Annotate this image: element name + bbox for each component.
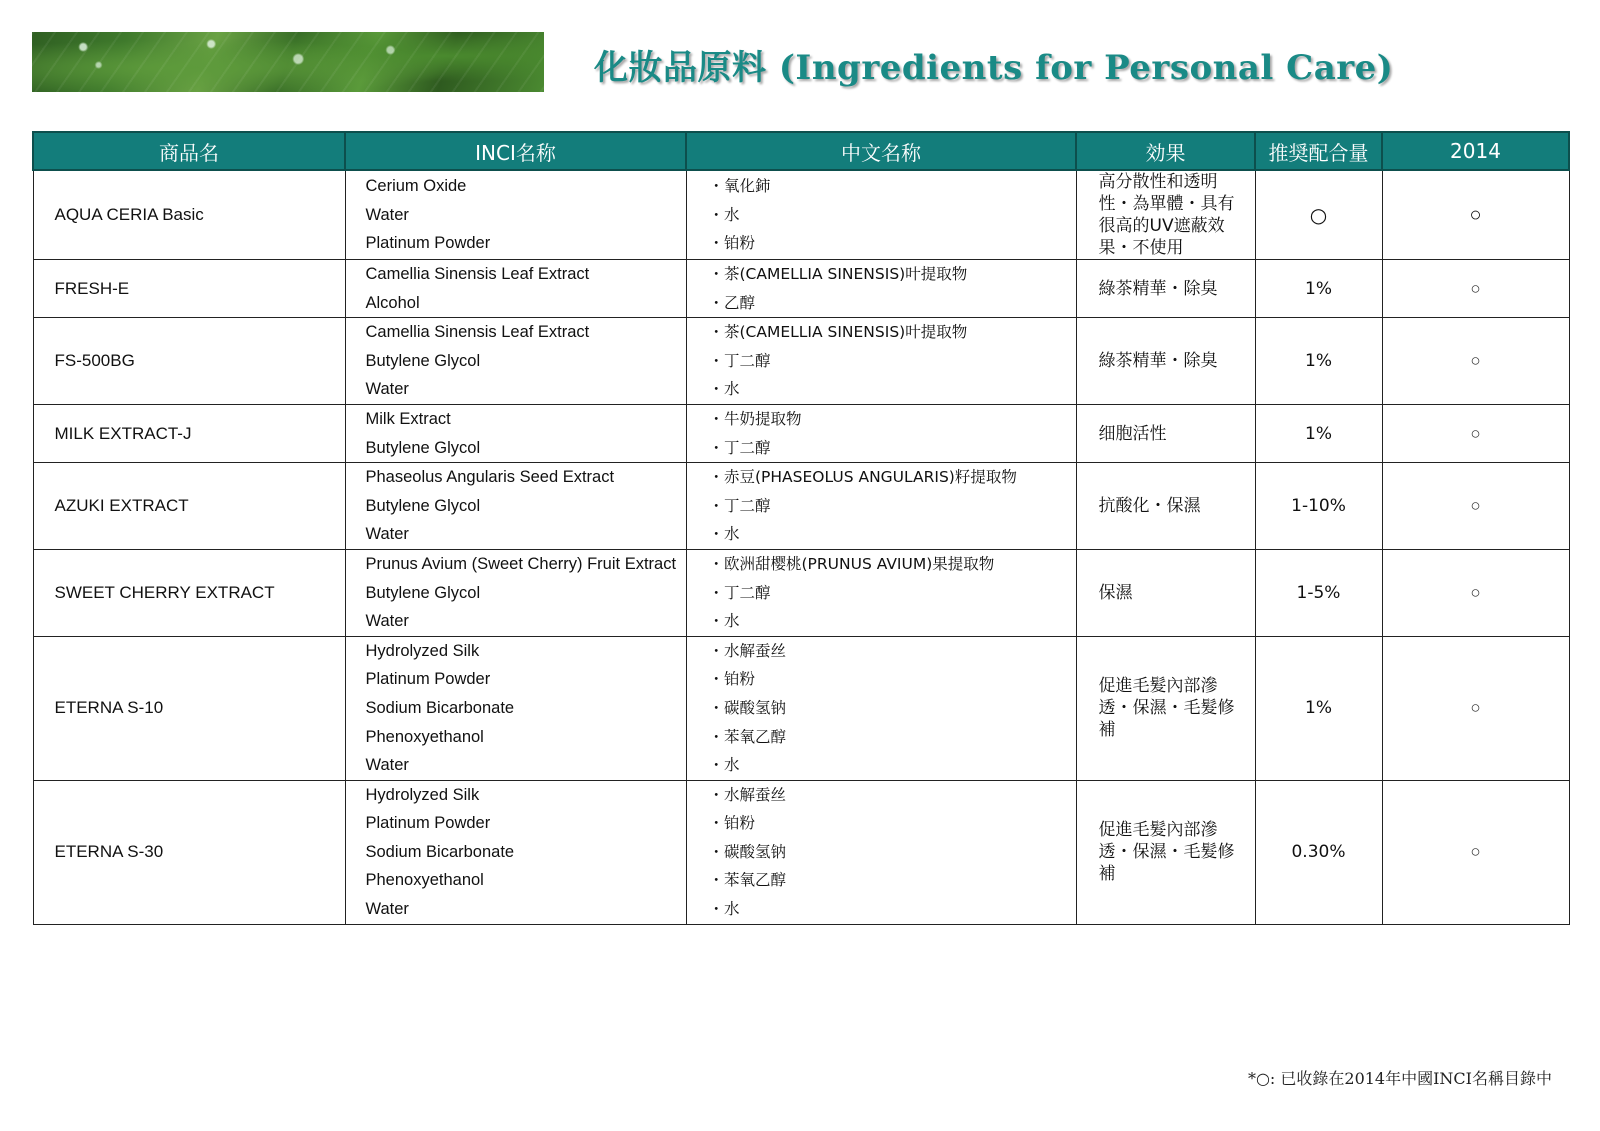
table-row — [33, 404, 1569, 462]
chinese-name-line: ・水解蚕丝 — [708, 641, 787, 660]
recommended-amount-cell: 1% — [1255, 404, 1382, 462]
inci-name-line: Phenoxyethanol — [365, 871, 484, 890]
chinese-name-cell — [686, 404, 1076, 462]
chinese-name-line: ・水 — [708, 380, 740, 399]
chinese-name-line: ・水 — [708, 205, 740, 224]
inci-name-cell — [345, 463, 686, 550]
chinese-name-line: ・丁二醇 — [708, 496, 771, 515]
chinese-name-line: ・牛奶提取物 — [708, 409, 802, 428]
footnote: *○: 已收錄在2014年中國INCI名稱目錄中 — [1247, 1069, 1552, 1088]
chinese-name-line: ・水解蚕丝 — [708, 785, 787, 804]
inci-name-line: Camellia Sinensis Leaf Extract — [365, 323, 590, 342]
chinese-name-line: ・丁二醇 — [708, 438, 771, 457]
product-name-cell: AQUA CERIA Basic — [33, 170, 345, 260]
column-header-product: 商品名 — [33, 132, 345, 170]
chinese-name-line: ・铂粉 — [708, 670, 756, 689]
chinese-name-cell — [686, 170, 1076, 260]
chinese-name-line: ・水 — [708, 756, 740, 775]
listed-2014-cell: ○ — [1382, 404, 1569, 462]
inci-name-line: Butylene Glycol — [365, 583, 481, 602]
chinese-name-line: ・铂粉 — [708, 814, 756, 833]
chinese-name-cell — [686, 780, 1076, 924]
recommended-amount-cell: 1-10% — [1255, 463, 1382, 550]
listed-2014-cell: ○ — [1382, 463, 1569, 550]
inci-name-line: Water — [365, 525, 409, 544]
product-name-cell: AZUKI EXTRACT — [33, 463, 345, 550]
table-row — [33, 318, 1569, 405]
effect-cell: 高分散性和透明性・為單體・具有很高的UV遮蔽效果・不使用 — [1076, 170, 1255, 260]
recommended-amount-cell: 1% — [1255, 636, 1382, 780]
product-name-cell: SWEET CHERRY EXTRACT — [33, 549, 345, 636]
chinese-name-line: ・碳酸氢钠 — [708, 698, 787, 717]
inci-name-line: Water — [365, 900, 409, 919]
product-name-cell: ETERNA S-10 — [33, 636, 345, 780]
table-row — [33, 463, 1569, 550]
chinese-name-line: ・铂粉 — [708, 234, 756, 253]
inci-name-line: Camellia Sinensis Leaf Extract — [365, 265, 590, 283]
product-name-cell: ETERNA S-30 — [33, 780, 345, 924]
inci-name-line: Prunus Avium (Sweet Cherry) Fruit Extract — [365, 554, 677, 573]
inci-name-line: Butylene Glycol — [365, 438, 481, 457]
inci-name-line: Cerium Oxide — [365, 177, 467, 196]
inci-name-cell — [345, 170, 686, 260]
column-header-chinese-name: 中文名称 — [686, 132, 1076, 170]
column-header-amount: 推奨配合量 — [1255, 132, 1382, 170]
chinese-name-line: ・丁二醇 — [708, 351, 771, 370]
table-row — [33, 780, 1569, 924]
effect-cell: 抗酸化・保濕 — [1076, 463, 1255, 550]
recommended-amount-cell: 1-5% — [1255, 549, 1382, 636]
inci-name-line: Platinum Powder — [365, 814, 491, 833]
inci-name-line: Water — [365, 612, 409, 631]
inci-name-line: Hydrolyzed Silk — [365, 785, 480, 804]
inci-name-line: Hydrolyzed Silk — [365, 641, 480, 660]
inci-name-line: Milk Extract — [365, 409, 451, 428]
chinese-name-cell — [686, 463, 1076, 550]
recommended-amount-cell: ○ — [1255, 170, 1382, 260]
inci-name-line: Platinum Powder — [365, 234, 491, 253]
inci-name-line: Butylene Glycol — [365, 351, 481, 370]
effect-cell: 促進毛髮內部滲透・保濕・毛髮修補 — [1076, 780, 1255, 924]
listed-2014-cell: ○ — [1382, 260, 1569, 318]
column-header-effect: 効果 — [1076, 132, 1255, 170]
inci-name-line: Sodium Bicarbonate — [365, 698, 515, 717]
column-header-inci: INCI名称 — [345, 132, 686, 170]
chinese-name-line: ・丁二醇 — [708, 583, 771, 602]
inci-name-line: Water — [365, 205, 409, 224]
chinese-name-cell — [686, 636, 1076, 780]
inci-name-line: Water — [365, 756, 409, 775]
listed-2014-cell: ○ — [1382, 636, 1569, 780]
inci-name-cell — [345, 636, 686, 780]
table-row — [33, 260, 1569, 318]
inci-name-line: Platinum Powder — [365, 670, 491, 689]
column-header-2014: 2014 — [1382, 132, 1569, 170]
inci-name-line: Alcohol — [365, 293, 420, 312]
chinese-name-line: ・苯氧乙醇 — [708, 871, 787, 890]
listed-2014-cell: ○ — [1382, 549, 1569, 636]
product-name-cell: FS-500BG — [33, 318, 345, 405]
inci-name-cell — [345, 780, 686, 924]
ingredients-table — [32, 131, 1570, 925]
chinese-name-line: ・氧化鈰 — [708, 177, 771, 196]
chinese-name-line: ・茶(CAMELLIA SINENSIS)叶提取物 — [708, 323, 968, 342]
product-name-cell: MILK EXTRACT-J — [33, 404, 345, 462]
chinese-name-line: ・水 — [708, 612, 740, 631]
recommended-amount-cell: 0.30% — [1255, 780, 1382, 924]
inci-name-cell — [345, 549, 686, 636]
effect-cell: 促進毛髮內部滲透・保濕・毛髮修補 — [1076, 636, 1255, 780]
recommended-amount-cell: 1% — [1255, 318, 1382, 405]
leaf-banner-image — [32, 32, 544, 92]
inci-name-cell — [345, 404, 686, 462]
chinese-name-line: ・茶(CAMELLIA SINENSIS)叶提取物 — [708, 265, 968, 283]
inci-name-line: Butylene Glycol — [365, 496, 481, 515]
table-header-row — [33, 132, 1569, 170]
effect-cell: 綠茶精華・除臭 — [1076, 260, 1255, 318]
inci-name-cell — [345, 260, 686, 318]
chinese-name-cell — [686, 318, 1076, 405]
chinese-name-line: ・碳酸氢钠 — [708, 842, 787, 861]
chinese-name-cell — [686, 260, 1076, 318]
table-row — [33, 549, 1569, 636]
inci-name-cell — [345, 318, 686, 405]
inci-name-line: Phaseolus Angularis Seed Extract — [365, 468, 615, 487]
inci-name-line: Water — [365, 380, 409, 399]
page-title: 化妝品原料 (Ingredients for Personal Care) — [594, 48, 1394, 88]
chinese-name-line: ・水 — [708, 900, 740, 919]
table-row — [33, 170, 1569, 260]
chinese-name-line: ・水 — [708, 525, 740, 544]
listed-2014-cell: ○ — [1382, 318, 1569, 405]
chinese-name-line: ・乙醇 — [708, 293, 756, 312]
chinese-name-cell — [686, 549, 1076, 636]
effect-cell: 细胞活性 — [1076, 404, 1255, 462]
inci-name-line: Sodium Bicarbonate — [365, 842, 515, 861]
listed-2014-cell: ○ — [1382, 170, 1569, 260]
chinese-name-line: ・赤豆(PHASEOLUS ANGULARIS)籽提取物 — [708, 468, 1017, 487]
product-name-cell: FRESH-E — [33, 260, 345, 318]
inci-name-line: Phenoxyethanol — [365, 727, 484, 746]
chinese-name-line: ・欧洲甜樱桃(PRUNUS AVIUM)果提取物 — [708, 554, 995, 573]
effect-cell: 綠茶精華・除臭 — [1076, 318, 1255, 405]
effect-cell: 保濕 — [1076, 549, 1255, 636]
table-row — [33, 636, 1569, 780]
listed-2014-cell: ○ — [1382, 780, 1569, 924]
chinese-name-line: ・苯氧乙醇 — [708, 727, 787, 746]
recommended-amount-cell: 1% — [1255, 260, 1382, 318]
